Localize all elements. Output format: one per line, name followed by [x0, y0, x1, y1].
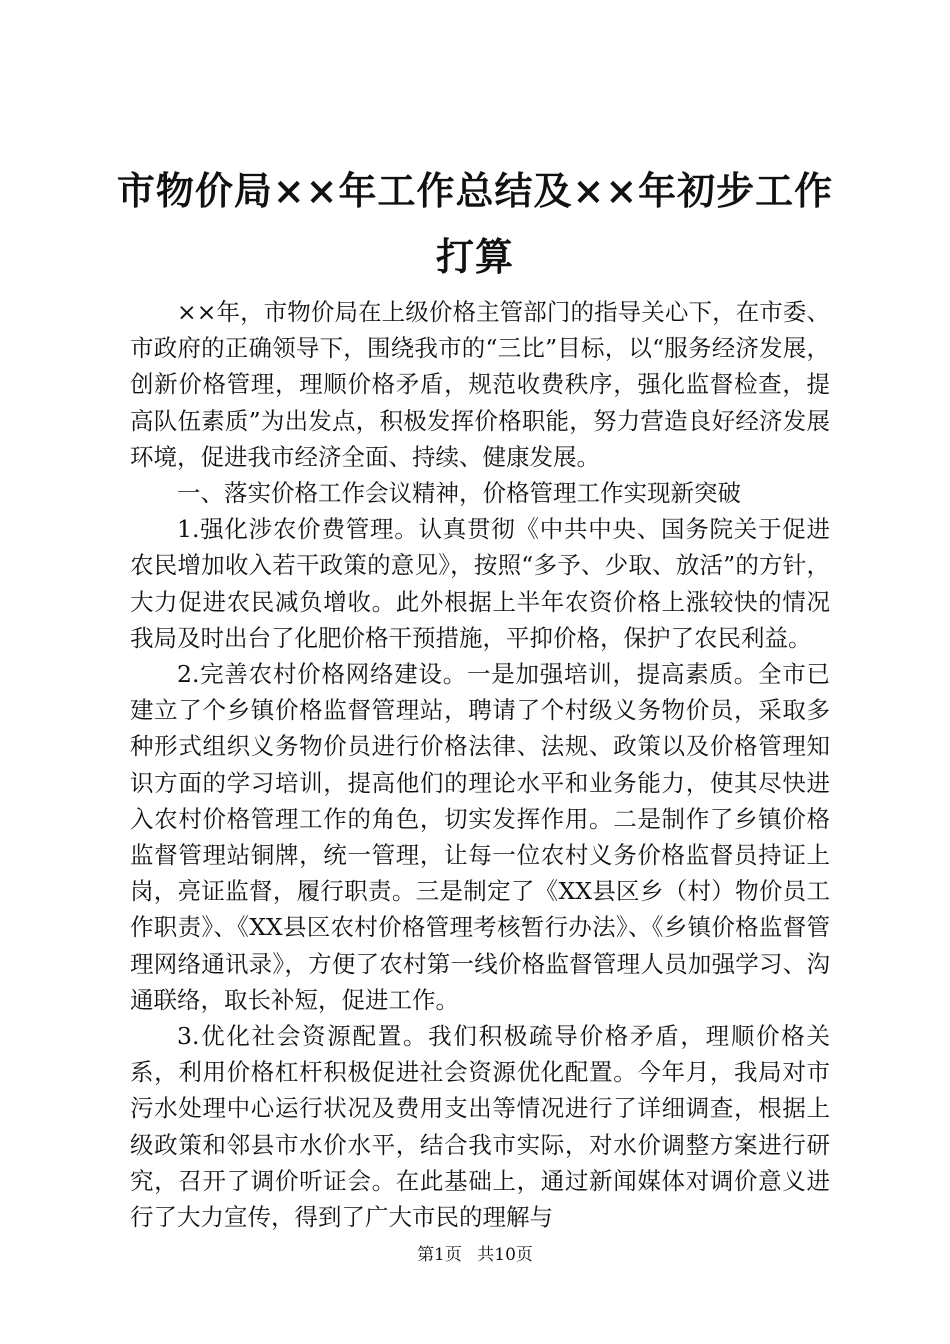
section-heading: 一、落实价格工作会议精神，价格管理工作实现新突破	[177, 479, 741, 508]
intro-paragraph: ××年，市物价局在上级价格主管部门的指导关心下，在市委、市政府的正确领导下，围绕我市的“三比”目标，以“服务经济发展，创新价格管理，理顺价格矛盾，规范收费秩序，强化监督检查，提高队伍素质”为出发点，积极发挥价格职能，努力营造良好经济发展环境，促进我市经济全面、持续、健康发展。	[130, 298, 830, 471]
document-title: 市物价局××年工作总结及××年初步工作打算	[116, 168, 834, 279]
paragraph-item-3: 3.优化社会资源配置。我们积极疏导价格矛盾，理顺价格关系，利用价格杠杆积极促进社会资源优化配置。今年月，我局对市污水处理中心运行状况及费用支出等情况进行了详细调查，根据上级政策和邻县市水价水平，结合我市实际，对水价调整方案进行研究，召开了调价听证会。在此基础上，通过新闻媒体对调价意义进行了大力宣传，得到了广大市民的理解与	[130, 1022, 830, 1232]
page-total: 共10页	[477, 1245, 533, 1265]
paragraph-item-2: 2.完善农村价格网络建设。一是加强培训，提高素质。全市已建立了个乡镇价格监督管理站，聘请了个村级义务物价员，采取多种形式组织义务物价员进行价格法律、法规、政策以及价格管理知识方面的学习培训，提高他们的理论水平和业务能力，使其尽快进入农村价格管理工作的角色，切实发挥作用。二是制作了乡镇价格监督管理站铜牌，统一管理，让每一位农村义务价格监督员持证上岗，亮证监督，履行职责。三是制定了《XX县区乡（村）物价员工作职责》、《XX县区农村价格管理考核暂行办法》、《乡镇价格监督管理网络通讯录》，方便了农村第一线价格监督管理人员加强学习、沟通联络，取长补短，促进工作。	[130, 660, 830, 1014]
paragraph-item-1: 1.强化涉农价费管理。认真贯彻《中共中央、国务院关于促进农民增加收入若干政策的意见》，按照“多予、少取、放活”的方针，大力促进农民减负增收。此外根据上半年农资价格上涨较快的情况我局及时出台了化肥价格干预措施，平抑价格，保护了农民利益。	[130, 515, 830, 652]
page-footer	[0, 1243, 950, 1267]
document-body	[130, 294, 830, 1235]
page-number: 第1页	[417, 1245, 462, 1265]
